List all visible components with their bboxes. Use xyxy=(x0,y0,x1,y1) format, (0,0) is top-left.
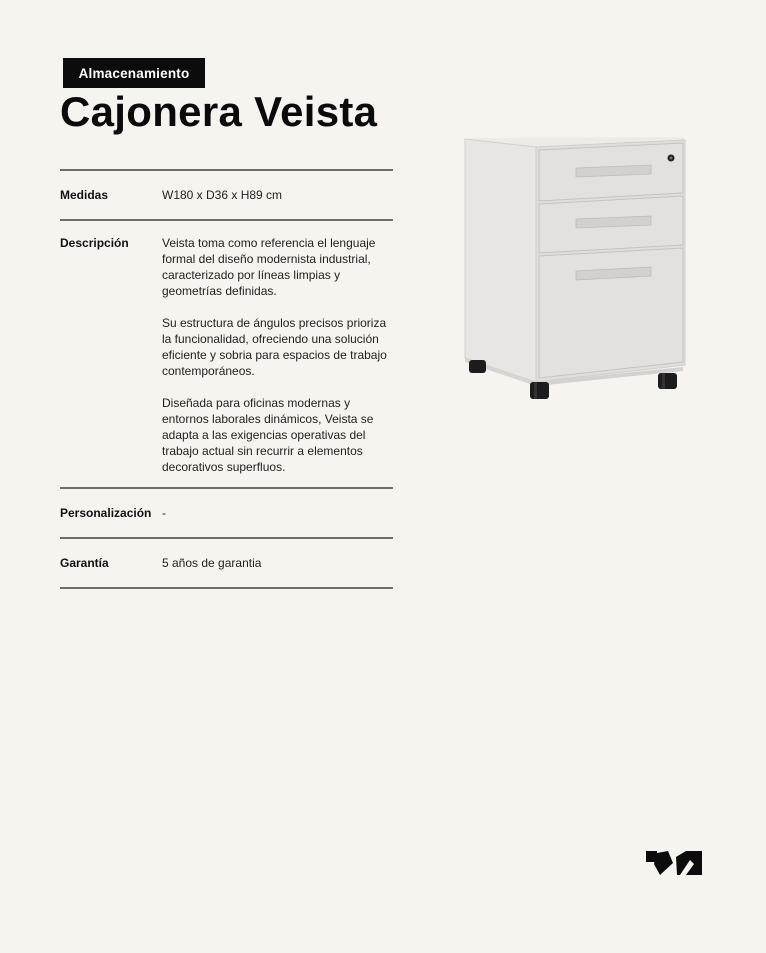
spec-row-description xyxy=(60,221,393,487)
spec-value: - xyxy=(162,506,166,520)
spec-row-customization xyxy=(60,489,393,537)
spec-table xyxy=(60,169,393,589)
spec-label: Garantía xyxy=(60,556,109,570)
spec-value xyxy=(162,235,393,475)
spec-row-warranty xyxy=(60,539,393,587)
brand-logo-icon xyxy=(646,850,702,876)
description-paragraph: Veista toma como referencia el lenguaje formal del diseño modernista industrial, caracterizado por líneas limpias y geometrías definidas. xyxy=(162,236,376,298)
spec-label: Descripción xyxy=(60,236,129,250)
description-paragraph: Su estructura de ángulos precisos prioriza la funcionalidad, ofreciendo una solución eficiente y sobria para espacios de trabajo contemporáneos. xyxy=(162,316,387,378)
divider xyxy=(60,587,393,589)
spec-value: 5 años de garantia xyxy=(162,556,262,570)
spec-value: W180 x D36 x H89 cm xyxy=(162,188,283,202)
category-badge: Almacenamiento xyxy=(63,58,205,88)
drawer-cabinet-image xyxy=(458,130,698,405)
spec-label: Medidas xyxy=(60,188,109,202)
description-paragraph: Diseñada para oficinas modernas y entornos laborales dinámicos, Veista se adapta a las exigencias operativas del trabajo actual sin recurrir a elementos decorativos superfluos. xyxy=(162,396,374,474)
page-title: Cajonera Veista xyxy=(60,88,378,135)
spec-label: Personalización xyxy=(60,506,152,520)
spec-row-dimensions xyxy=(60,171,393,219)
